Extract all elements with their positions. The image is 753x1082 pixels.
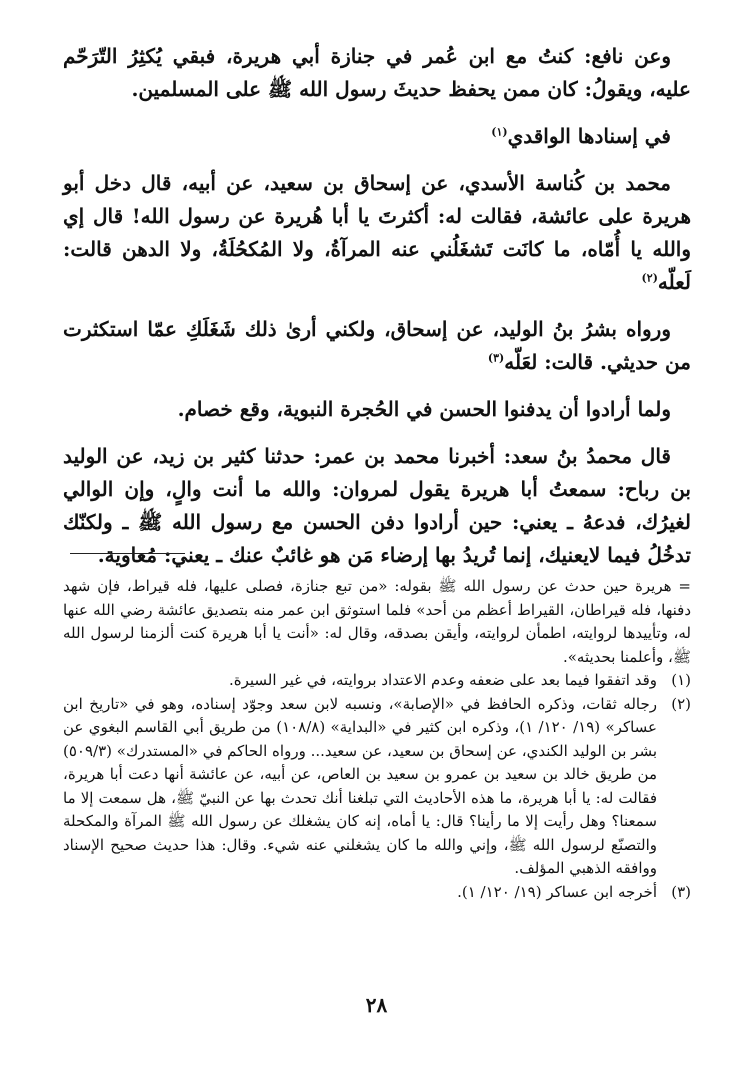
footnote-continuation: = هريرة حين حدث عن رسول الله ﷺ بقوله: «من تبع جنازة، فصلى عليها، فله قيراط، فإن شهد دفنها، فله قيراطان، القيراط أعظم من أحد» فلما استوثق ابن عمر منه بتصديق عائشة رضي الله عنها له، وتأييدها لروايته، اطمأن لروايته، وأيقن بصدقه، وقال له: «أنت يا أبا هريرة كنت ألزمنا لرسول الله ﷺ، وأعلمنا بحديثه». (63, 577, 691, 666)
footnote-text: أخرجه ابن عساكر (١٩/ ١٢٠/ ١). (457, 882, 657, 901)
footnote-text: رجاله ثقات، وذكره الحافظ في «الإصابة»، ونسبه لابن سعد وجوّد إسناده، وهو في «تاريخ ابن عساكر» (١٩/ ١٢٠/ ١)، وذكره ابن كثير في «البداية» (١٠٨/٨) من طريق أبي القاسم البغوي عن بشر بن الوليد الكندي، عن إسحاق بن سعيد، عن سعيد... ورواه الحاكم في «المستدرك» (٥٠٩/٣) من طريق خالد بن سعيد بن عمرو بن سعيد بن العاص، عن أبيه، عن عائشة أنها دعت أبا هريرة، فقالت له: يا أبا هريرة، ما هذه الأحاديث التي تبلغنا أنك تحدث بها عن النبيّ ﷺ، هل سمعت إلا ما سمعنا؟ وهل رأيت إلا ما رأينا؟ قال: يا أماه، إنه كان يشغلك عن رسول الله ﷺ المرآة والمكحلة والتصنّع لرسول الله ﷺ، وإني والله ما كان يشغلني عنه شيء. وقال: هذا حديث صحيح الإسناد ووافقه الذهبي المؤلف. (63, 694, 657, 877)
paragraph-nafi: وعن نافع: كنتُ مع ابن عُمر في جنازة أبي هريرة، فبقي يُكثِرُ التّرَحّم عليه، ويقولُ: كان ممن يحفظ حديثَ رسول الله ﷺ على المسلمين. (63, 44, 691, 101)
footnote-ref-2[interactable]: (٢) (641, 271, 658, 285)
paragraph-bishr-text: ورواه بشرُ بنُ الوليد، عن إسحاق، ولكني أرىٰ ذلك شَغَلَكِ عمّا استكثرت من حديثي. قالت: لعَلّه (63, 317, 691, 374)
footnote-ref-1[interactable]: (١) (491, 125, 508, 139)
footnote-2 (63, 693, 691, 881)
paragraph-ibn-saad: قال محمدُ بنُ سعد: أخبرنا محمد بن عمر: حدثنا كثير بن زيد، عن الوليد بن رباح: سمعتُ أبا هريرة يقول لمروان: والله ما أنت والٍ، وإن الوالي لغيرُك، فدعهُ ـ يعني: حين أرادوا دفن الحسن مع رسول الله ﷺ ـ ولكنّك تدخُلُ فيما لايعنيك، إنما تُريدُ بها إرضاء مَن هو غائبٌ عنك ـ يعني: مُعاوية. (63, 444, 691, 567)
page-number: ٢٨ (365, 993, 388, 1017)
footnote-3 (63, 881, 691, 905)
footnote-text: وقد اتفقوا فيما بعد على ضعفه وعدم الاعتداد بروايته، في غير السيرة. (228, 671, 657, 689)
footnote-divider (70, 553, 185, 554)
paragraph-waqidi (63, 120, 691, 153)
footnotes (63, 575, 691, 904)
footnote-ref-3[interactable]: (٣) (487, 351, 505, 365)
paragraph-bishr (63, 313, 691, 379)
footnote-number: (٣) (671, 882, 691, 901)
paragraph-ibn-kunasa (63, 167, 691, 299)
paragraph-waqidi-text: في إسنادها الواقدي (507, 124, 671, 148)
paragraph-ibn-kunasa-text: محمد بن كُناسة الأسدي، عن إسحاق بن سعيد، عن أبيه، قال دخل أبو هريرة على عائشة، فقالت له: أكثرتَ يا أبا هُريرة عن رسول الله! قال إي والله يا أُمّاه، ما كانَت تَشغَلُني عنه المرآةُ، ولا المُكحُلَةُ، ولا الدهن قالت: لَعلّه (63, 171, 691, 294)
main-text (63, 40, 691, 586)
footnote-1 (63, 669, 691, 693)
footnote-number: (٢) (671, 694, 691, 713)
footnote-number: (١) (671, 671, 691, 689)
paragraph-hasan-burial: ولما أرادوا أن يدفنوا الحسن في الحُجرة النبوية، وقع خصام. (177, 397, 671, 421)
